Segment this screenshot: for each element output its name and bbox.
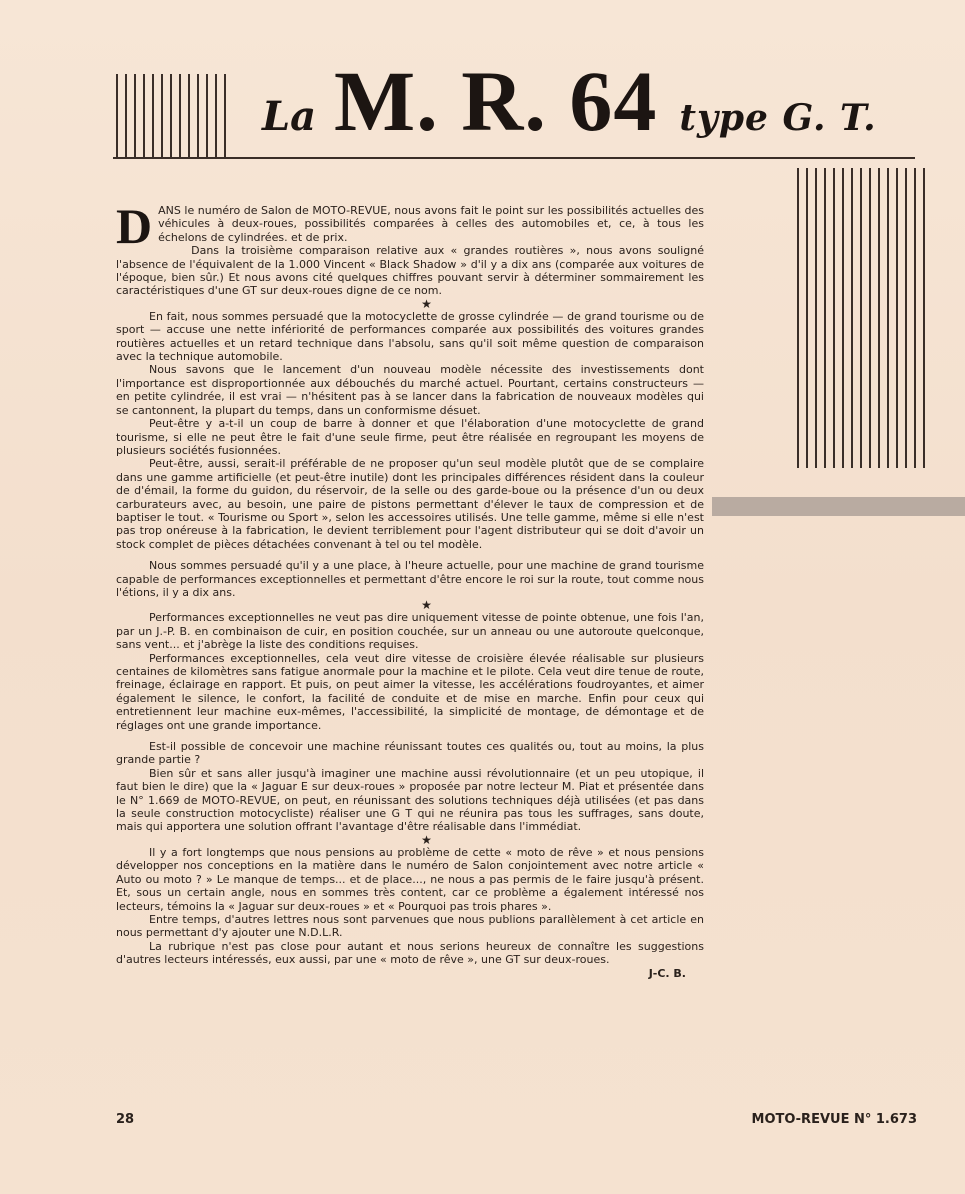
- section-star: ★: [421, 598, 432, 613]
- magazine-issue: MOTO-REVUE N° 1.673: [751, 1112, 917, 1127]
- paragraph-9: Performances exceptionnelles, cela veut dire vitesse de croisière élevée réalisable sur plusieurs centaines de kilomètres sans fatigue anormale pour la machine et le pilote. Cela veut dire tenue de route, freinage, éclairage en rapport. Et puis, on peut aimer la vitesse, les accélérations foudroyantes, et aimer également le silence, le confort, la facilité de conduite et de mise en marche. Enfin pour ceux qui entretiennent leur machine eux-mêmes, l'accessibilité, la simplicité de montage, de démontage et de réglages ont une grande importance.: [116, 651, 704, 732]
- margin-vertical-rules: [797, 168, 925, 468]
- margin-gray-band: [712, 497, 965, 516]
- paragraph-1: DANS le numéro de Salon de MOTO-REVUE, nous avons fait le point sur les possibilités actuelles des véhicules à deux-roues, possibilités comparées à celles des automobiles et, ce, à tous les échelons de cylindrées. et de prix.: [116, 198, 704, 254]
- paragraph-11: Bien sûr et sans aller jusqu'à imaginer une machine aussi révolutionnaire (et un peu utopique, il faut bien le dire) que la « Jaguar E sur deux-roues » proposée par notre lecteur M. Piat et présentée dans le N° 1.669 de MOTO-REVUE, on peut, en réunissant des solutions techniques déjà utilisées (et pas dans la seule construction motocycliste) réaliser une G T qui ne réunira pas tous les suffrages, sans doute, mais qui apportera une solution offrant l'avantage d'être réalisable dans l'immédiat.: [116, 766, 704, 834]
- paragraph-6: Peut-être, aussi, serait-il préférable de ne proposer qu'un seul modèle plutôt que de se complaire dans une gamme artificielle (et peut-être inutile) dont les principales différences résident dans la couleur de d'émail, la forme du guidon, du réservoir, de la selle ou des garde-boue ou la présence d'un ou deux carburateurs avec, au besoin, une paire de pistons permettant d'élever le taux de compression et de baptiser le tout. « Tourisme ou Sport », selon les accessoires utilisés. Une telle gamme, même si elle n'est pas trop onéreuse à la fabrication, le devient terriblement pour l'agent distributeur qui se doit d'avoir un stock complet de pièces détachées convenant à tel ou tel modèle.: [116, 457, 704, 551]
- title-prefix: La: [262, 93, 317, 140]
- paragraph-5: Peut-être y a-t-il un coup de barre à donner et que l'élaboration d'une motocyclette de grand tourisme, si elle ne peut être le fait d'une seule firme, peut être réalisée en regroupant les moyens de plusieurs sociétés fusionnées.: [116, 417, 704, 457]
- section-star: ★: [421, 832, 432, 847]
- title-main: M. R. 64: [334, 53, 658, 149]
- title-vertical-rules: [116, 74, 226, 158]
- paragraph-14: La rubrique n'est pas close pour autant et nous serions heureux de connaître les suggestions d'autres lecteurs intéressés, eux aussi, par une « moto de rêve », une GT sur deux-roues.: [116, 939, 704, 967]
- paragraph-2: Dans la troisième comparaison relative aux « grandes routières », nous avons souligné l'absence de l'équivalent de la 1.000 Vincent « Black Shadow » d'il y a dix ans (comparée aux voitures de l'époque, bien sûr.) Et nous avons cité quelques chiffres pouvant servir à déterminer sommairement les caractéristiques d'une GT sur deux-roues digne de ce nom.: [116, 244, 704, 298]
- paragraph-13: Entre temps, d'autres lettres nous sont parvenues que nous publions parallèlement à cet article en nous permettant d'y ajouter une N.D.L.R.: [116, 912, 704, 940]
- title-underline: [113, 157, 915, 159]
- paragraph-3: En fait, nous sommes persuadé que la motocyclette de grosse cylindrée — de grand tourisme ou de sport — accuse une nette infériorité de performances comparée aux possibilités des voitures grandes routières actuelles et un retard technique dans l'absolu, sans qu'il soit même question de comparaison avec la technique automobile.: [116, 309, 704, 364]
- drop-cap: D: [116, 198, 153, 254]
- paragraph-8: Performances exceptionnelles ne veut pas dire uniquement vitesse de pointe obtenue, une fois l'an, par un J.-P. B. en combinaison de cuir, en position couchée, sur un anneau ou une autoroute quelconque, sans vent... et j'abrège la liste des conditions requises.: [116, 611, 704, 652]
- author-signature: J-C. B.: [648, 966, 686, 980]
- article-title: [262, 53, 877, 158]
- paragraph-10: Est-il possible de concevoir une machine réunissant toutes ces qualités ou, tout au moins, la plus grande partie ?: [116, 740, 704, 767]
- paragraph-4: Nous savons que le lancement d'un nouveau modèle nécessite des investissements dont l'importance est disproportionnée aux débouchés du marché actuel. Pourtant, certains constructeurs — en petite cylindrée, il est vrai — n'hésitent pas à se lancer dans la fabrication de nouveaux modèles qui se cantonnent, la plupart du temps, dans un conformisme désuet.: [116, 363, 704, 417]
- page-number: 28: [116, 1112, 135, 1127]
- section-star: ★: [421, 296, 432, 311]
- paragraph-12: Il y a fort longtemps que nous pensions au problème de cette « moto de rêve » et nous pensions développer nos conceptions en la matière dans le numéro de Salon conjointement avec notre article « Auto ou moto ? » Le manque de temps... et de place..., ne nous a pas permis de le faire jusqu'à présent. Et, sous un certain angle, nous en sommes très content, car ce problème a également intéressé nos lecteurs, témoins la « Jaguar sur deux-roues » et « Pourquoi pas trois phares ».: [116, 845, 704, 913]
- article-body: [116, 198, 704, 980]
- paragraph-7: Nous sommes persuadé qu'il y a une place, à l'heure actuelle, pour une machine de grand tourisme capable de performances exceptionnelles et permettant d'être encore le roi sur la route, tout comme nous l'étions, il y a dix ans.: [116, 559, 704, 599]
- title-suffix: type G. T.: [679, 97, 877, 139]
